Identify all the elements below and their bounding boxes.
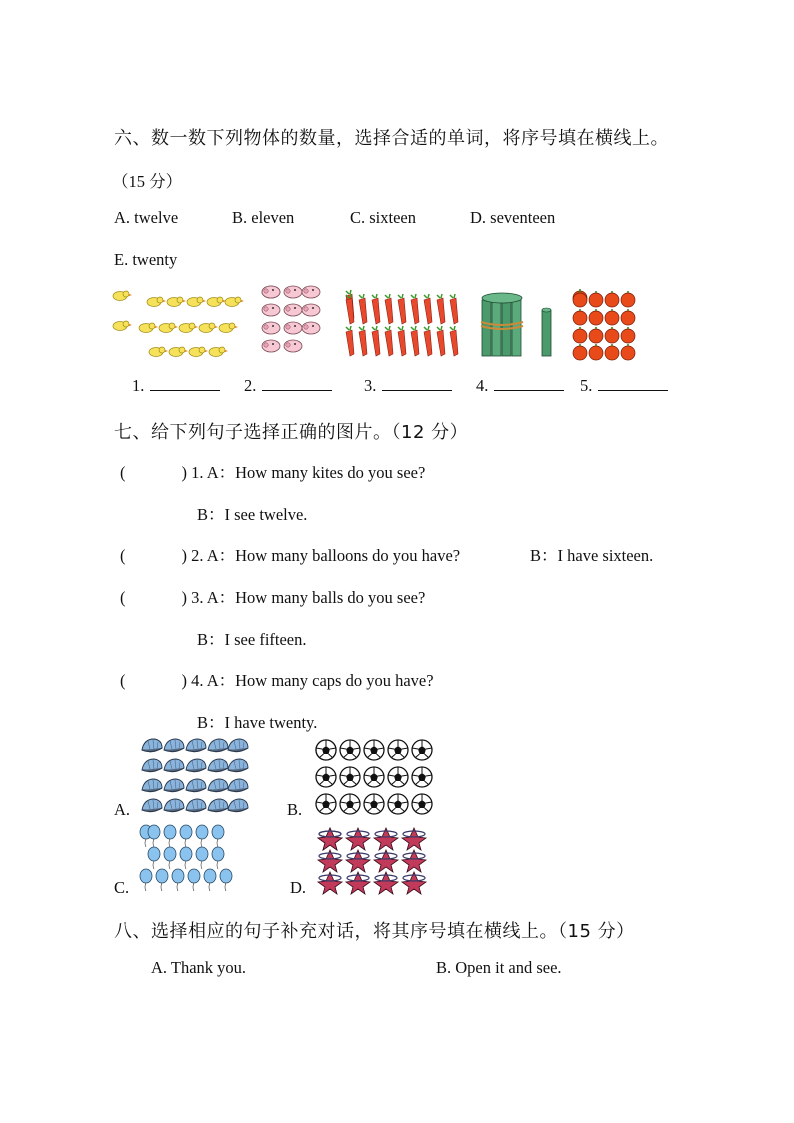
option-c: C. sixteen <box>350 208 416 227</box>
question-text: 3. A：How many balls do you see? <box>191 588 426 607</box>
answer-1: B：I see twelve. <box>197 505 308 524</box>
option-b: B. eleven <box>232 208 295 227</box>
caps-icon <box>140 738 246 816</box>
question-text: 2. A：How many balloons do you have? <box>191 546 461 565</box>
paren-open: ( <box>120 546 126 565</box>
section8-option-b: B. Open it and see. <box>436 958 562 977</box>
paren-close: ) <box>181 546 187 565</box>
choice-a-label: A. <box>114 800 131 819</box>
option-e: E. twenty <box>114 250 178 269</box>
blank-1[interactable] <box>132 376 220 396</box>
question-4 <box>120 667 434 691</box>
blank-2[interactable] <box>244 376 332 396</box>
blank-4[interactable] <box>476 376 564 396</box>
paren-open: ( <box>120 671 126 690</box>
section7-title: 七、给下列句子选择正确的图片。（12 分） <box>114 422 469 443</box>
chicks-icon <box>112 290 240 360</box>
question-text: 4. A：How many caps do you have? <box>191 671 434 690</box>
section6-score: （15 分） <box>112 172 183 191</box>
question-text: 1. A：How many kites do you see? <box>191 463 426 482</box>
paren-close: ) <box>181 463 187 482</box>
section6-title: 六、数一数下列物体的数量，选择合适的单词，将序号填在横线上。 <box>114 128 669 149</box>
question-1 <box>120 459 425 483</box>
balloons-icon <box>140 826 236 892</box>
blank-number: 4. <box>476 376 489 395</box>
answer-line[interactable] <box>598 376 668 391</box>
kites-icon <box>318 828 438 894</box>
choice-c-label: C. <box>114 878 130 897</box>
choice-d-label: D. <box>290 878 307 897</box>
section8-option-a: A. Thank you. <box>151 958 247 977</box>
paren-close: ) <box>181 671 187 690</box>
blank-5[interactable] <box>580 376 668 396</box>
paren-open: ( <box>120 463 126 482</box>
blank-number: 2. <box>244 376 257 395</box>
answer-line[interactable] <box>150 376 220 391</box>
answer-line[interactable] <box>262 376 332 391</box>
apples-icon <box>572 290 638 360</box>
section8-title: 八、选择相应的句子补充对话，将其序号填在横线上。（15 分） <box>114 921 635 942</box>
blank-number: 5. <box>580 376 593 395</box>
answer-2: B：I have sixteen. <box>530 546 654 565</box>
question-2 <box>120 542 460 566</box>
choice-b-label: B. <box>287 800 303 819</box>
pigs-icon <box>262 285 322 357</box>
question-3 <box>120 584 425 608</box>
blank-number: 3. <box>364 376 377 395</box>
paren-close: ) <box>181 588 187 607</box>
answer-line[interactable] <box>382 376 452 391</box>
blank-3[interactable] <box>364 376 452 396</box>
answer-3: B：I see fifteen. <box>197 630 307 649</box>
paren-open: ( <box>120 588 126 607</box>
answer-line[interactable] <box>494 376 564 391</box>
carrots-icon <box>344 294 464 360</box>
pencils-bundle-icon <box>478 292 558 360</box>
blank-number: 1. <box>132 376 145 395</box>
answer-4: B：I have twenty. <box>197 713 318 732</box>
option-a: A. twelve <box>114 208 179 227</box>
option-d: D. seventeen <box>470 208 556 227</box>
soccer-balls-icon <box>316 740 432 816</box>
